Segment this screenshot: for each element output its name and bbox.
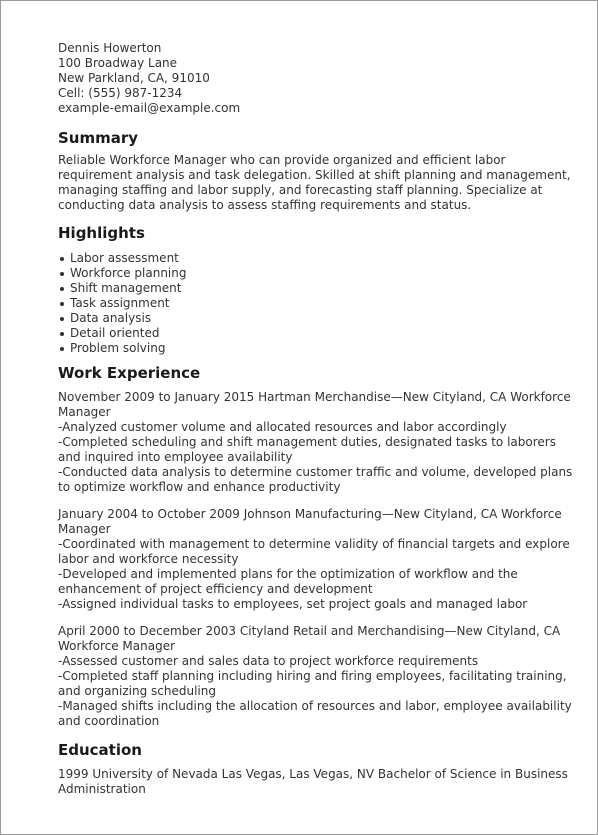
job-header: January 2004 to October 2009 Johnson Manufacturing—New Cityland, CA Workforce Manager: [58, 507, 562, 536]
job-entry: [58, 507, 579, 612]
highlight-item: Problem solving: [70, 341, 579, 356]
job-header: November 2009 to January 2015 Hartman Merchandise—New Cityland, CA Workforce Manager: [58, 390, 571, 419]
job-entry: [58, 624, 579, 729]
contact-block: [58, 41, 579, 116]
education-heading: Education: [58, 741, 142, 759]
job-duty: -Coordinated with management to determine validity of financial targets and explore labor and workforce necessity: [58, 537, 570, 566]
highlight-item: Data analysis: [70, 311, 579, 326]
highlight-item: Detail oriented: [70, 326, 579, 341]
contact-email: example-email@example.com: [58, 101, 241, 115]
summary-heading: Summary: [58, 129, 139, 147]
job-duty: -Assessed customer and sales data to project workforce requirements: [58, 654, 479, 668]
highlight-item: Labor assessment: [70, 251, 579, 266]
contact-address: 100 Broadway Lane: [58, 56, 178, 70]
job-duty: -Completed staff planning including hiring and firing employees, facilitating training, and organizing scheduling: [58, 669, 567, 698]
job-duty: -Assigned individual tasks to employees, set project goals and managed labor: [58, 597, 528, 611]
job-duty: -Developed and implemented plans for the optimization of workflow and the enhancement of project efficiency and development: [58, 567, 518, 596]
contact-name: Dennis Howerton: [58, 41, 162, 55]
education-text: 1999 University of Nevada Las Vegas, Las Vegas, NV Bachelor of Science in Business Administration: [58, 767, 568, 796]
job-duty: -Managed shifts including the allocation of resources and labor, employee availability and coordination: [58, 699, 572, 728]
summary-text: Reliable Workforce Manager who can provide organized and efficient labor requirement analysis and task delegation. Skilled at shift planning and management, managing staffing and labor supply, and forecasting staff planning. Specialize at conducting data analysis to assess staffing requirements and status.: [58, 153, 571, 212]
job-entry: [58, 390, 579, 495]
contact-cell: Cell: (555) 987-1234: [58, 86, 183, 100]
job-duty: -Completed scheduling and shift management duties, designated tasks to laborers and inquired into employee availability: [58, 435, 556, 464]
highlights-list: [58, 251, 579, 356]
job-duty: -Analyzed customer volume and allocated resources and labor accordingly: [58, 420, 507, 434]
job-duty: -Conducted data analysis to determine customer traffic and volume, developed plans to optimize workflow and enhance productivity: [58, 465, 573, 494]
contact-city: New Parkland, CA, 91010: [58, 71, 210, 85]
highlight-item: Workforce planning: [70, 266, 579, 281]
work-experience-heading: Work Experience: [58, 364, 201, 382]
highlight-item: Shift management: [70, 281, 579, 296]
highlight-item: Task assignment: [70, 296, 579, 311]
job-header: April 2000 to December 2003 Cityland Retail and Merchandising—New Cityland, CA Workforce Manager: [58, 624, 561, 653]
highlights-heading: Highlights: [58, 224, 145, 242]
